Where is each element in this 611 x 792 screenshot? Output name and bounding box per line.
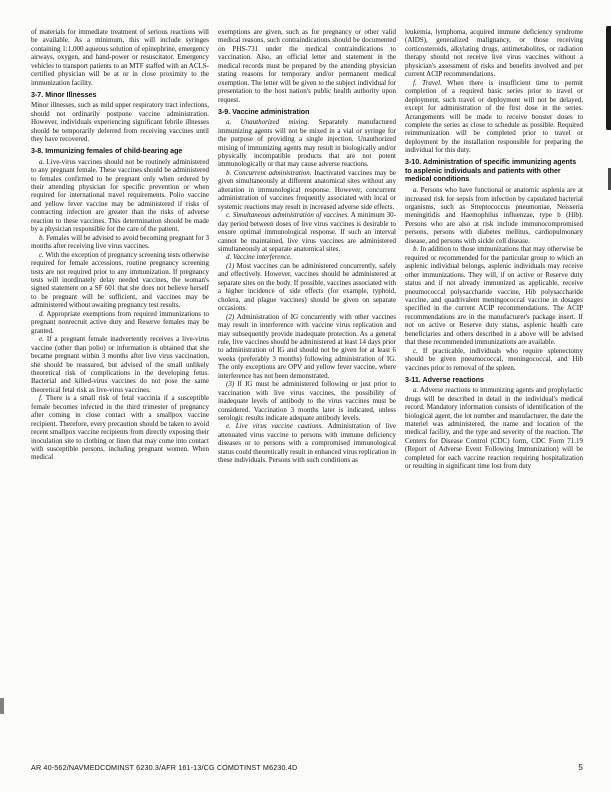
paragraph-lead: b.	[39, 233, 45, 242]
paragraph	[405, 186, 583, 245]
section-heading: 3-9. Vaccine administration	[218, 107, 310, 116]
section-heading: 3-7. Minor Illnesses	[31, 90, 97, 99]
paragraph	[218, 380, 396, 422]
paragraph	[405, 245, 583, 346]
paragraph-text: If practicable, individuals who require splenectomy should be given pneumococcal, meningococcal, and Hib vaccines prior to removal of the spleen.	[405, 346, 583, 372]
continuation-paragraph	[31, 28, 209, 87]
paragraph-lead: a. Unauthorized mixing.	[226, 118, 310, 127]
paragraph-lead: a.	[39, 157, 45, 166]
paragraph-lead: (2)	[226, 312, 235, 321]
paragraph-lead: c.	[39, 250, 44, 259]
footer-citation: AR 40-562/NAVMEDCOMINST 6230.3/AFR 161-13/CG COMDTINST M6230.4D	[31, 763, 298, 772]
paragraph-lead: f. Travel.	[413, 78, 442, 87]
paragraph-lead: c. Simultaneous administration of vaccines.	[226, 211, 350, 220]
paragraph-lead: e. Live virus vaccine cautions.	[226, 422, 324, 431]
paragraph	[218, 169, 396, 211]
paragraph	[31, 234, 209, 251]
paragraph-text: When there is insufficient time to permit completion of a required basic series prior to travel or deployment, such travel or deployment will not be delayed, except for administration of the first dose in the series. Arrangements will be made to receive booster doses to complete the series as close to schedule as possible. Required reimmunization will be completed prior to travel or deployment by the installation responsible for preparing the individual for this duty.	[405, 78, 583, 155]
paragraph	[405, 79, 583, 155]
paragraph-lead: d. Vaccine interference.	[226, 253, 292, 262]
paragraph-lead: (3)	[226, 380, 235, 389]
paragraph	[218, 262, 396, 313]
paragraph-text: Separately manufactured immunizing agents will not be mixed in a vial or syringe for the purpose of providing a single injection. Unauthorized mixing of immunizing agents may result in biologically and/or physically incompatible products that are not potent immunologically or that may cause adverse reactions.	[218, 118, 396, 169]
column-2	[218, 28, 396, 758]
paragraph-lead: a.	[413, 186, 419, 195]
paragraph	[31, 310, 209, 335]
paragraph-text: Live-virus vaccines should not be routinely administered to any pregnant female. These vaccines should be administered to females confirmed to be pregnant only when ordered by their attending physician for specific prevention or when required for international travel requirements. Polio vaccine and yellow fever vaccine may be administered if risks of contracting infection are greater than the risks of adverse reaction to these vaccines. This determination should be made by a physician responsible for the care of the patient.	[31, 157, 209, 234]
section-heading: 3-10. Administration of specific immunizing agents to asplenic individuals and patients with other medical conditions	[405, 158, 577, 184]
paragraph-text: If a pregnant female inadvertently receives a live-virus vaccine (other than polio) or information is obtained that she became pregnant within 3 months after live virus vaccination, she should be reassured, but advised of the small unlikely theoretical risk of complications in the developing fetus. Bacterial and killed-virus vaccines do not pose the same theoretical fetal risk as live-virus vaccines.	[31, 335, 210, 394]
paragraph-lead: (1)	[226, 261, 235, 270]
paragraph-text: There is a small risk of fetal vaccinia if a susceptible female becomes infected in the third trimester of pregnancy after coming in close contact with a smallpox vaccine recipient. Therefore, every precaution should be taken to avoid recent smallpox vaccine recipients from directly exposing their inoculation site to clothing or linen that may come into contact with susceptible persons, including pregnant women. When medical	[31, 394, 209, 462]
paragraph-lead: d.	[39, 309, 45, 318]
paragraph	[218, 211, 396, 253]
paragraph-text: Inactivated vaccines may be given simultaneously at different anatomical sites without any alteration in immunological response. However, concurrent administration of vaccines frequently associated with local or systemic reactions may result in increased adverse side effects.	[218, 168, 396, 211]
paragraph-text: With the exception of pregnancy screening tests otherwise required for female accessions, routine pregnancy screening tests are not required prior to any immunization. If pregnancy tests will inordinately delay needed vaccines, the woman's signed statement on a SF 601 that she does not believe herself to be pregnant will be sufficient, and vaccines may be administered without awaiting pregnancy test results.	[31, 250, 209, 310]
paragraph	[31, 251, 209, 310]
paragraph-lead: f.	[39, 394, 43, 403]
paragraph	[31, 158, 209, 234]
paragraph-text: Administration of live attenuated virus vaccine to persons with immune deficiency diseases or to persons with a compromised immunological status could theoretically result in enhanced virus replication in these individuals. Persons with such conditions as	[218, 422, 396, 465]
continuation-paragraph	[405, 28, 583, 79]
paragraph-text: Appropriate exemptions from required immunizations to pregnant nonrecruit active duty and Reserve females may be granted.	[31, 309, 209, 335]
paragraph	[218, 118, 396, 169]
paragraph-text: If IG must be administered following or just prior to vaccination with live virus vaccines, the possibility of inadequate levels of antibody to the virus vaccines must be considered. Vaccination 3 months later is indicated, unless serologic results indicate adequate antibody levels.	[218, 380, 396, 423]
paragraph	[405, 386, 583, 471]
section-heading: 3-11. Adverse reactions	[405, 375, 484, 384]
paragraph	[218, 422, 396, 464]
text-columns	[31, 28, 583, 758]
scan-artifact-left-bottom	[0, 698, 4, 714]
paragraph-text: leukemia, lymphoma, acquired immune deficiency syndrome (AIDS), generalized malignancy, or those receiving corticosteroids, alkylating drugs, antimetabolites, or radiation therapy should not receive live virus vaccines without a physician's assessment of risks and benefits involved and per current ACIP recommendations.	[405, 28, 583, 79]
paragraph-text: Minor illnesses, such as mild upper respiratory tract infections, should not ordinarily postpone vaccine administration. However, individuals experiencing significant febrile illnesses should be temporarily deferred from receiving vaccines until they have recovered.	[31, 101, 209, 144]
paragraph-lead: a.	[413, 386, 419, 395]
continuation-paragraph	[31, 101, 209, 143]
paragraph-lead: b.	[413, 245, 419, 254]
paragraph	[218, 253, 396, 261]
paragraph-text: In addition to those immunizations that may otherwise be required or recommended for the particular group to which an asplenic individual belongs, asplenic individuals may receive other immunizations. They will, if on active or Reserve duty status and if not already immunized as applicable, receive pneumococcal polysaccharide vaccine, Hib polysaccharide vaccine, and quadrivalent meningococcal vaccine in dosages specified in the current ACIP recommendations. The ACIP recommendations are in the manufacturer's package insert. If not on active or Reserve duty status, asplenic health care beneficiaries and others described in a above will be advised that these recommended immunizations are available.	[405, 245, 583, 347]
paragraph-lead: c.	[413, 346, 418, 355]
paragraph-lead: b. Concurrent administration.	[226, 168, 312, 177]
paragraph-text: Persons who have functional or anatomic asplenia are at increased risk for sepsis from infection by capsulated bacterial organisms, such as Streptococcus pneumoniae, Neisseria meningitidis and Haemophilus influenzae, type b (Hib). Persons who are also at risk include immunocompromised persons, persons with diabetes mellitus, cardiopulmonary disease, and persons with sickle cell disease.	[405, 186, 583, 245]
paragraph-lead: e.	[39, 335, 44, 344]
column-1	[31, 28, 209, 758]
paragraph-text: Adverse reactions to immunizing agents and prophylactic drugs will be described in detail in the individual's medical record. Mandatory information consists of identification of the biological agent, the lot number and manufacturer, the date the materiel was administered, the name and location of the medical facility, and the type and severity of the reaction. The Centers for Disease Control (CDC) form, CDC Form 71.19 (Report of Adverse Event Following Immunization) will be completed for each vaccine reaction requiring hospitalization or resulting in significant time lost from duty	[405, 386, 583, 471]
paragraph-text: Most vaccines can be administered concurrently, safely and effectively. However, vaccines should be administered at separate sites on the body. If possible, vaccines associated with a higher incidence of side effects (for example, typhoid, cholera, and plague vaccines) should be given on separate occasions.	[218, 261, 396, 313]
paragraph	[31, 335, 209, 394]
page-footer	[31, 763, 583, 772]
paragraph-text: A minimum 30-day period between doses of live virus vaccines is desirable to ensure optimal immunological response. If such an interval cannot be maintained, live virus vaccines are administered simultaneously at separate anatomical sites.	[218, 211, 396, 253]
section-heading: 3-8. Immunizing females of child-bearing age	[31, 147, 183, 156]
paragraph-text: exemptions are given, such as for pregnancy or other valid medical reasons, such contraindications should be documented on PHS-731 under the medical contraindications to vaccination. Also, an official letter and statement in the medical records must be prepared by the attending physician stating reasons for temporary and/or permanent medical exemption. The letter will be given to the subject individual for presentation to the host nation's public health authority upon request.	[218, 28, 396, 104]
paragraph-text: of materials for immediate treatment of serious reactions will be available. As a minimum, this will include syringes containing 1:1,000 aqueous solution of epinephrine, emergency airways, oxygen, and hand-power or resuscitator. Emergency vehicles to transport patients to an MTF staffed with an ACLS-certified physician will be at or in close proximity to the immunization facility.	[31, 28, 209, 87]
scan-artifact-right-top	[606, 26, 611, 130]
paragraph	[218, 313, 396, 381]
page-number: 5	[578, 763, 583, 772]
continuation-paragraph	[218, 28, 396, 104]
paragraph-text: Females will be advised to avoid becoming pregnant for 3 months after receiving live virus vaccines.	[31, 233, 209, 251]
paragraph	[31, 394, 209, 462]
column-3	[405, 28, 583, 758]
paragraph	[405, 347, 583, 372]
paragraph-text: Administration of IG concurrently with other vaccines may result in interference with vaccine virus replication and may subsequently provide inadequate protection. As a general rule, live vaccines should be administered at least 14 days prior to administration of IG and should not be given for at least 6 weeks (preferably 3 months) following administration of IG. The only exceptions are OPV and yellow fever vaccine, where interference has not been demonstrated.	[218, 312, 396, 380]
